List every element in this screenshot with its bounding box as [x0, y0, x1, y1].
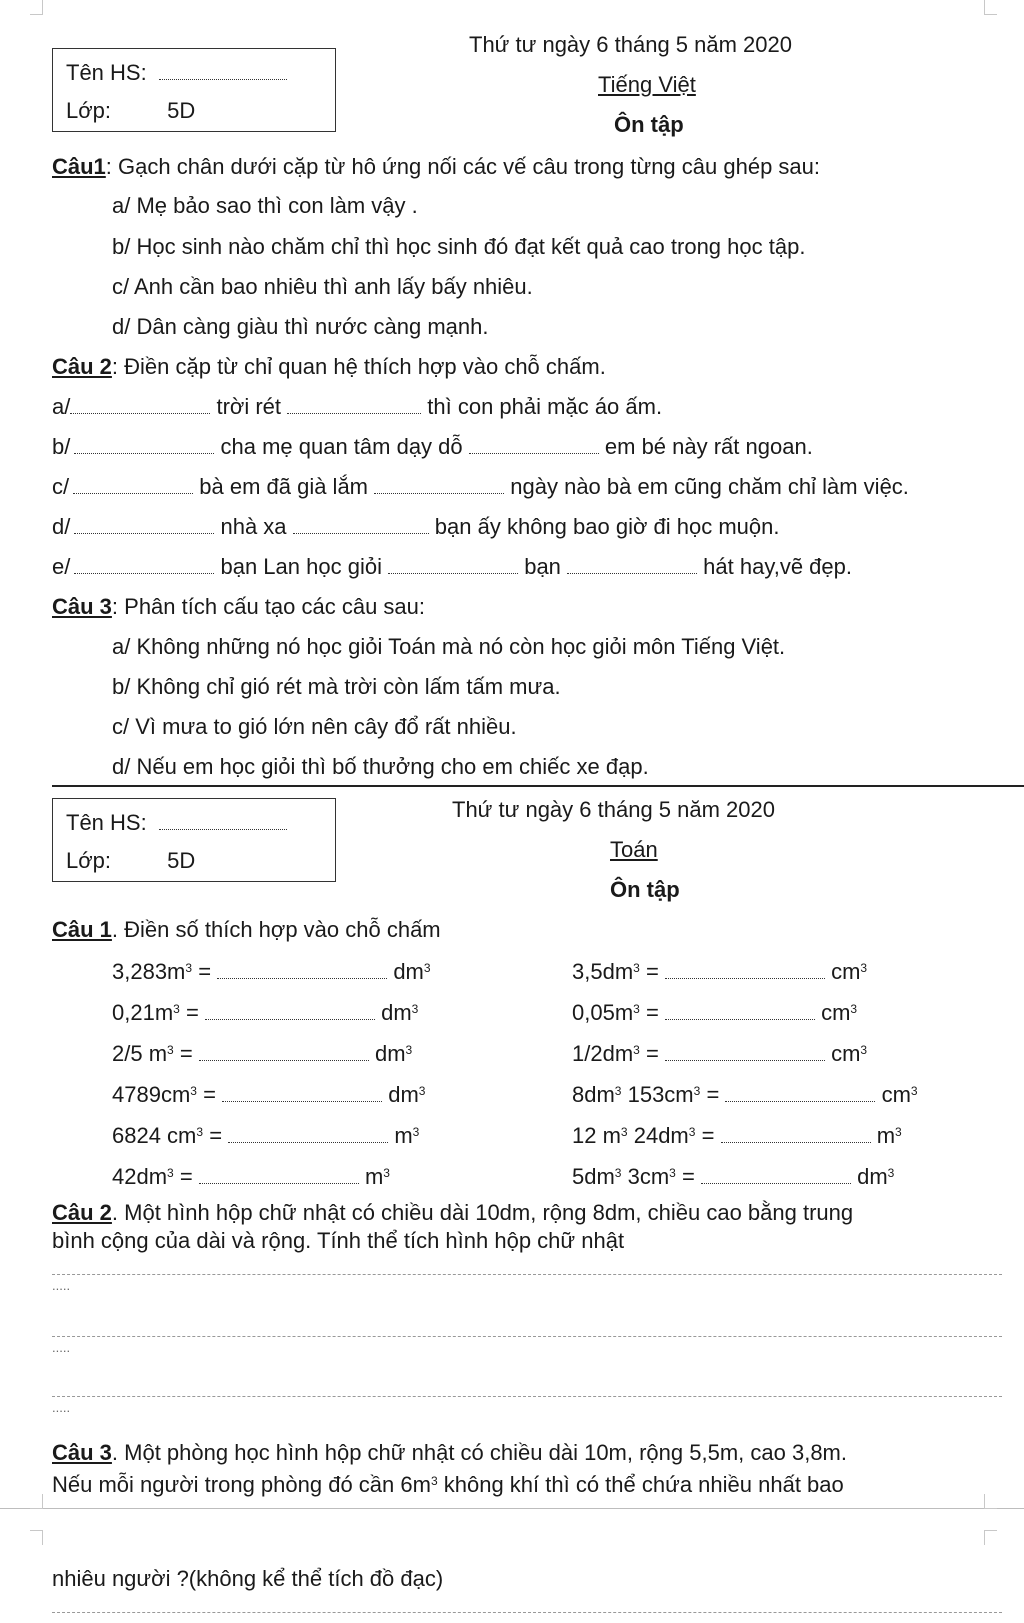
conversion-lhs: 12 m	[572, 1123, 621, 1148]
equals-sign: =	[198, 959, 212, 984]
conversion-lhs: 6824 cm	[112, 1123, 197, 1148]
question-text: : Điền cặp từ chỉ quan hệ thích hợp vào chỗ chấm.	[111, 354, 606, 379]
conversion-left-6	[112, 1164, 390, 1190]
class-value: 5D	[167, 98, 196, 123]
question-text: Nếu mỗi người trong phòng đó cần	[52, 1472, 401, 1497]
conversion-lhs: 153cm	[621, 1082, 694, 1107]
fill-text: hát hay,vẽ đẹp.	[703, 554, 852, 579]
equals-sign: =	[645, 1041, 659, 1066]
fill-blank[interactable]	[74, 533, 214, 534]
fill-text: bạn	[524, 554, 561, 579]
conversion-unit: dm	[374, 1041, 406, 1066]
conversion-left-4	[112, 1082, 425, 1108]
fill-row-e	[52, 554, 852, 580]
corner-mark	[30, 1530, 43, 1545]
student-name-blank[interactable]	[159, 829, 287, 830]
conversion-lhs: 2/5 m	[112, 1041, 168, 1066]
cube-exponent: 3	[910, 1084, 918, 1098]
question-text: . Một hình hộp chữ nhật có chiều dài 10dm, rộng 8dm, chiều cao bằng trung	[111, 1200, 854, 1225]
answer-line[interactable]	[52, 1274, 1002, 1275]
fill-blank[interactable]	[374, 493, 504, 494]
conversion-unit: cm	[821, 1000, 851, 1025]
question-3	[52, 594, 425, 620]
cube-exponent: 3	[383, 1166, 390, 1180]
class-row	[66, 848, 195, 874]
fill-row-b	[52, 434, 813, 460]
fill-blank[interactable]	[74, 573, 214, 574]
list-item: b/ Học sinh nào chăm chỉ thì học sinh đó đạt kết quả cao trong học tập.	[112, 234, 806, 259]
date-line: Thứ tư ngày 6 tháng 5 năm 2020	[469, 32, 792, 57]
answer-blank[interactable]	[222, 1101, 382, 1102]
cube-exponent: 3	[412, 1125, 420, 1139]
answer-line[interactable]	[52, 1612, 1002, 1613]
class-label: Lớp:	[66, 848, 112, 873]
equals-sign: =	[203, 1082, 216, 1107]
answer-blank[interactable]	[701, 1183, 851, 1184]
item-letter: b/	[52, 434, 71, 459]
answer-dots: .....	[52, 1400, 71, 1415]
cube-exponent: 3	[633, 1002, 640, 1016]
answer-blank[interactable]	[665, 1060, 825, 1061]
answer-blank[interactable]	[665, 978, 825, 979]
fill-text: ngày nào bà em cũng chăm chỉ làm việc.	[510, 474, 909, 499]
fill-blank[interactable]	[74, 453, 214, 454]
section-divider	[52, 785, 1024, 787]
fill-row-c	[52, 474, 909, 500]
student-name-label: Tên HS:	[66, 60, 147, 85]
answer-blank[interactable]	[725, 1101, 875, 1102]
cube-exponent: 3	[860, 961, 868, 975]
fill-row-a	[52, 394, 662, 420]
fill-text: nhà xa	[220, 514, 287, 539]
corner-mark	[30, 0, 43, 15]
question-label: Câu 1	[52, 917, 112, 942]
corner-mark	[984, 0, 997, 15]
cube-exponent: 3	[418, 1084, 426, 1098]
conversion-lhs: 5dm	[572, 1164, 615, 1189]
conversion-lhs: 8dm	[572, 1082, 615, 1107]
conversion-right-6	[572, 1164, 894, 1190]
answer-line[interactable]	[52, 1336, 1002, 1337]
conversion-unit: cm	[881, 1082, 911, 1107]
equals-sign: =	[645, 959, 659, 984]
fill-blank[interactable]	[469, 453, 599, 454]
question-2	[52, 354, 606, 380]
question-1	[52, 917, 441, 943]
cube-exponent: 3	[411, 1002, 419, 1016]
cube-exponent: 3	[860, 1043, 868, 1057]
question-text: . Điền số thích hợp vào chỗ chấm	[111, 917, 441, 942]
list-item: c/ Anh cần bao nhiêu thì anh lấy bấy nhiêu.	[112, 274, 533, 299]
fill-row-d	[52, 514, 779, 540]
cube-exponent: 3	[185, 961, 193, 975]
answer-dots: .....	[52, 1278, 71, 1293]
cube-exponent: 3	[850, 1002, 858, 1016]
fill-blank[interactable]	[567, 573, 697, 574]
conversion-right-4	[572, 1082, 918, 1108]
conversion-lhs: 3,5dm	[572, 959, 634, 984]
list-item: d/ Nếu em học giỏi thì bố thưởng cho em chiếc xe đạp.	[112, 754, 649, 779]
page-break-line	[0, 1508, 1024, 1509]
student-name-row	[66, 60, 287, 86]
student-name-label: Tên HS:	[66, 810, 147, 835]
equals-sign: =	[179, 1164, 193, 1189]
conversion-unit: dm	[393, 959, 424, 984]
conversion-lhs: 4789cm	[112, 1082, 191, 1107]
item-letter: a/	[52, 394, 71, 419]
answer-blank[interactable]	[199, 1183, 359, 1184]
class-value: 5D	[167, 848, 196, 873]
conversion-right-3	[572, 1041, 867, 1067]
question-text: không khí thì có thể chứa nhiều nhất bao	[437, 1472, 844, 1497]
cube-exponent: 3	[190, 1084, 197, 1098]
subject-title: Tiếng Việt	[598, 72, 696, 97]
fill-text: em bé này rất ngoan.	[604, 434, 813, 459]
conversion-left-1	[112, 959, 431, 985]
cube-exponent: 3	[167, 1166, 174, 1180]
conversion-lhs: 1/2dm	[572, 1041, 634, 1066]
question-label: Câu 3	[52, 1440, 112, 1465]
cube-exponent: 3	[620, 1125, 628, 1139]
conversion-unit: cm	[831, 1041, 861, 1066]
date-line: Thứ tư ngày 6 tháng 5 năm 2020	[452, 797, 775, 822]
equals-sign: =	[645, 1000, 659, 1025]
item-letter: c/	[52, 474, 70, 499]
conversion-lhs: 42dm	[112, 1164, 168, 1189]
conversion-unit: dm	[381, 1000, 412, 1025]
corner-mark	[30, 1494, 43, 1509]
conversion-right-2	[572, 1000, 857, 1026]
fill-blank[interactable]	[293, 533, 429, 534]
cube-exponent: 3	[167, 1043, 174, 1057]
question-label: Câu 2	[52, 1200, 112, 1225]
conversion-unit: dm	[857, 1164, 888, 1189]
cube-exponent: 3	[693, 1084, 701, 1098]
question-text: . Một phòng học hình hộp chữ nhật có chiều dài 10m, rộng 5,5m, cao 3,8m.	[111, 1440, 847, 1465]
cube-exponent: 3	[688, 1125, 696, 1139]
student-name-blank[interactable]	[159, 79, 287, 80]
list-item: d/ Dân càng giàu thì nước càng mạnh.	[112, 314, 489, 339]
fill-text: bà em đã già lắm	[199, 474, 369, 499]
equals-sign: =	[701, 1123, 715, 1148]
fill-blank[interactable]	[73, 493, 193, 494]
cube-exponent: 3	[669, 1166, 676, 1180]
cube-exponent: 3	[633, 961, 640, 975]
conversion-lhs: 24dm	[627, 1123, 689, 1148]
cube-exponent: 3	[633, 1043, 640, 1057]
answer-blank[interactable]	[199, 1060, 369, 1061]
conversion-unit: m	[364, 1164, 384, 1189]
conversion-unit: dm	[388, 1082, 419, 1107]
question-1	[52, 154, 820, 180]
question-text-continued	[52, 1472, 844, 1498]
list-item: c/ Vì mưa to gió lớn nên cây đổ rất nhiều.	[112, 714, 517, 739]
item-letter: e/	[52, 554, 71, 579]
equals-sign: =	[185, 1000, 199, 1025]
cube-exponent: 3	[887, 1166, 895, 1180]
answer-blank[interactable]	[205, 1019, 375, 1020]
fill-blank[interactable]	[388, 573, 518, 574]
cube-exponent: 3	[614, 1084, 622, 1098]
conversion-right-5	[572, 1123, 902, 1149]
cube-exponent: 3	[430, 1474, 438, 1488]
page-title: Ôn tập	[610, 877, 680, 902]
conversion-left-3	[112, 1041, 412, 1067]
answer-line[interactable]	[52, 1396, 1002, 1397]
conversion-lhs: 3cm	[621, 1164, 670, 1189]
question-3	[52, 1440, 847, 1466]
fill-blank[interactable]	[70, 413, 210, 414]
answer-blank[interactable]	[665, 1019, 815, 1020]
conversion-unit: m	[394, 1123, 413, 1148]
conversion-lhs: 0,21m	[112, 1000, 174, 1025]
answer-blank[interactable]	[217, 978, 387, 979]
corner-mark	[984, 1530, 997, 1545]
list-item: b/ Không chỉ gió rét mà trời còn lấm tấm mưa.	[112, 674, 561, 699]
conversion-unit: cm	[831, 959, 861, 984]
fill-text: bạn Lan học giỏi	[220, 554, 382, 579]
fill-text: thì con phải mặc áo ấm.	[427, 394, 663, 419]
item-letter: d/	[52, 514, 71, 539]
question-2	[52, 1200, 853, 1226]
question-text: : Phân tích cấu tạo các câu sau:	[111, 594, 426, 619]
conversion-unit: m	[876, 1123, 896, 1148]
cube-exponent: 3	[196, 1125, 204, 1139]
equals-sign: =	[209, 1123, 223, 1148]
cube-exponent: 3	[895, 1125, 902, 1139]
equals-sign: =	[681, 1164, 695, 1189]
cube-exponent: 3	[614, 1166, 622, 1180]
conversion-lhs: 0,05m	[572, 1000, 634, 1025]
corner-mark	[984, 1494, 997, 1509]
subject-title: Toán	[610, 837, 658, 862]
list-item: a/ Mẹ bảo sao thì con làm vậy .	[112, 193, 418, 218]
question-text: : Gạch chân dưới cặp từ hô ứng nối các vế câu trong từng câu ghép sau:	[105, 154, 821, 179]
class-row	[66, 98, 195, 124]
question-text-continued: nhiêu người ?(không kể thể tích đồ đạc)	[52, 1566, 444, 1591]
conversion-left-5	[112, 1123, 419, 1149]
cube-exponent: 3	[405, 1043, 413, 1057]
fill-text: trời rét	[216, 394, 282, 419]
equals-sign: =	[179, 1041, 193, 1066]
conversion-lhs: 3,283m	[112, 959, 186, 984]
list-item: a/ Không những nó học giỏi Toán mà nó còn học giỏi môn Tiếng Việt.	[112, 634, 786, 659]
page-title: Ôn tập	[614, 112, 684, 137]
answer-blank[interactable]	[721, 1142, 871, 1143]
question-label: Câu1	[52, 154, 106, 179]
question-label: Câu 3	[52, 594, 112, 619]
cube-exponent: 3	[423, 961, 431, 975]
answer-blank[interactable]	[228, 1142, 388, 1143]
fill-text: bạn ấy không bao giờ đi học muộn.	[434, 514, 780, 539]
conversion-right-1	[572, 959, 867, 985]
class-label: Lớp:	[66, 98, 112, 123]
equals-sign: =	[706, 1082, 720, 1107]
question-label: Câu 2	[52, 354, 112, 379]
cube-exponent: 3	[173, 1002, 180, 1016]
fill-text: cha mẹ quan tâm dạy dỗ	[220, 434, 463, 459]
student-name-row	[66, 810, 287, 836]
fill-blank[interactable]	[287, 413, 421, 414]
question-text-continued: bình cộng của dài và rộng. Tính thể tích hình hộp chữ nhật	[52, 1228, 625, 1253]
conversion-left-2	[112, 1000, 418, 1026]
answer-dots: .....	[52, 1340, 71, 1355]
volume-unit: 6m	[400, 1472, 431, 1497]
